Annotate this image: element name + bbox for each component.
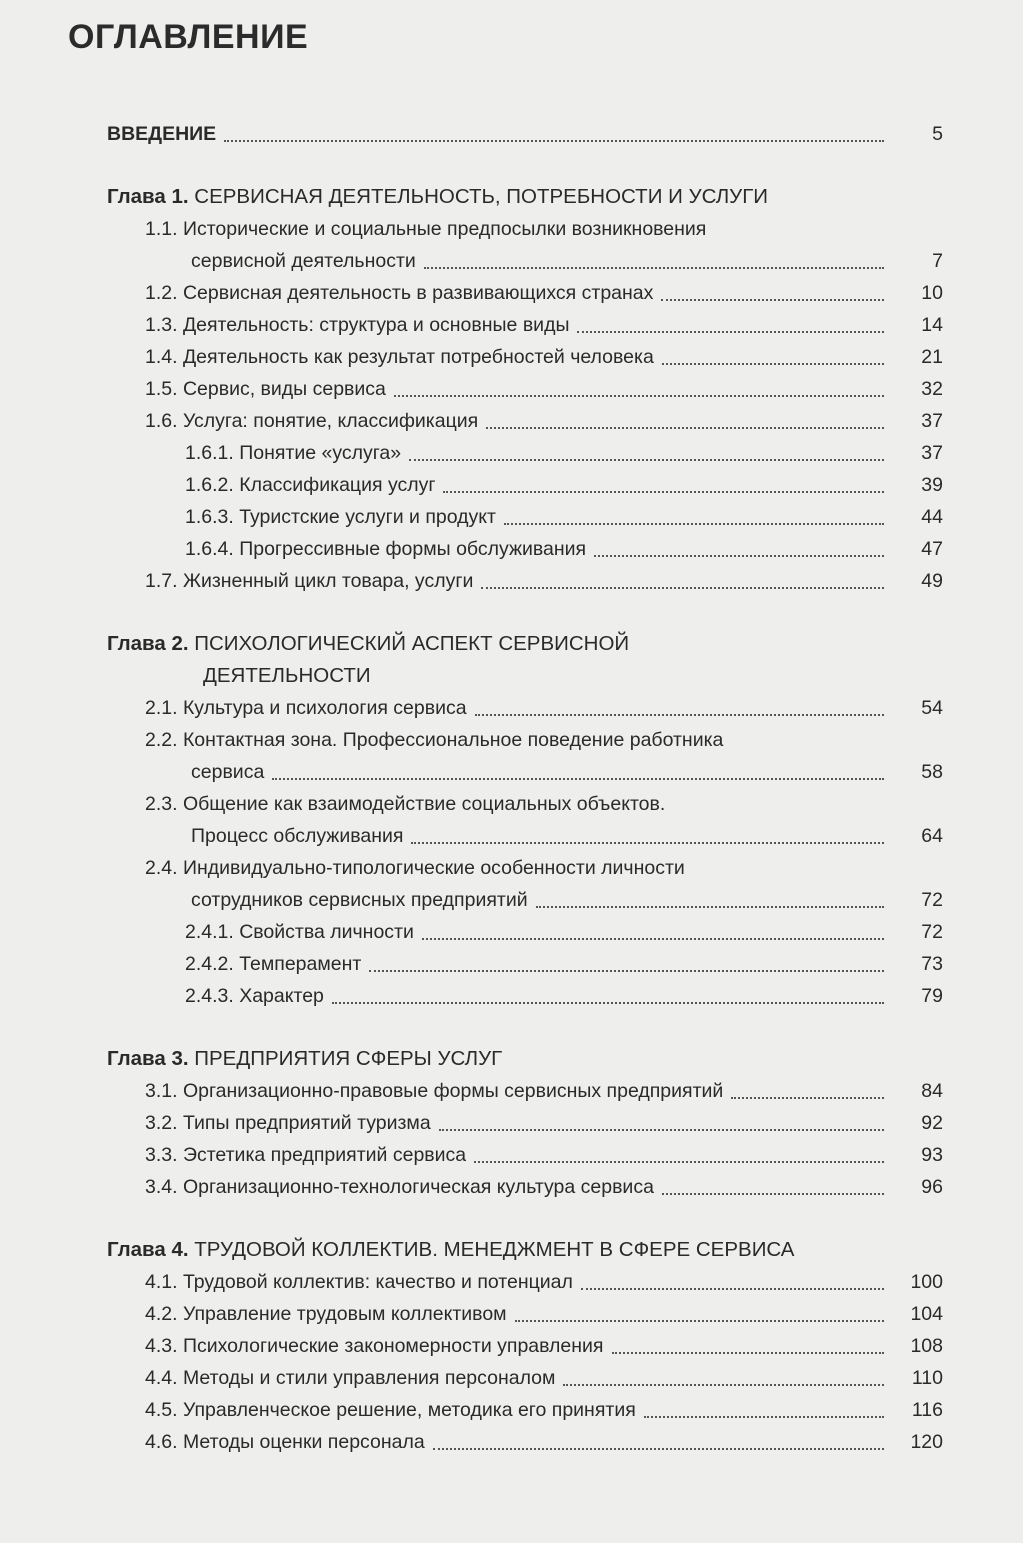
toc-entry-text: сотрудников сервисных предприятий bbox=[191, 889, 528, 911]
dot-leader bbox=[411, 842, 884, 844]
page-number: 104 bbox=[910, 1303, 943, 1325]
toc-section-row bbox=[0, 213, 1023, 245]
toc-entry-text: 1.4. Деятельность как результат потребностей человека bbox=[145, 346, 654, 368]
dot-leader bbox=[731, 1097, 884, 1099]
page-number: 10 bbox=[921, 282, 943, 304]
dot-leader bbox=[504, 523, 884, 525]
toc-section-row bbox=[0, 724, 1023, 756]
page-number: 37 bbox=[921, 442, 943, 464]
toc-section-row bbox=[0, 788, 1023, 820]
toc-section-row bbox=[0, 565, 1023, 597]
toc-entry-text: 3.1. Организационно-правовые формы сервисных предприятий bbox=[145, 1080, 724, 1102]
dot-leader bbox=[662, 363, 884, 365]
toc-section-row bbox=[0, 277, 1023, 309]
toc-section-row bbox=[0, 373, 1023, 405]
dot-leader bbox=[439, 1129, 884, 1131]
page-number: 93 bbox=[921, 1144, 943, 1166]
toc-entry-text: 3.2. Типы предприятий туризма bbox=[145, 1112, 431, 1134]
page-number: 54 bbox=[921, 697, 943, 719]
chapter-number: Глава 2. bbox=[107, 632, 189, 655]
dot-leader bbox=[563, 1384, 884, 1386]
dot-leader bbox=[369, 970, 884, 972]
chapter-heading bbox=[0, 1234, 1023, 1266]
page-number: 72 bbox=[921, 921, 943, 943]
page-number: 96 bbox=[921, 1176, 943, 1198]
toc-entry-text: 2.4.3. Характер bbox=[185, 985, 324, 1007]
page-number: 79 bbox=[921, 985, 943, 1007]
page-number: 64 bbox=[921, 825, 943, 847]
toc-entry-text: 2.3. Общение как взаимодействие социальных объектов. bbox=[145, 793, 666, 815]
dot-leader bbox=[515, 1320, 884, 1322]
page-number: 7 bbox=[932, 250, 943, 272]
chapter-number: Глава 3. bbox=[107, 1047, 189, 1070]
dot-leader bbox=[272, 778, 884, 780]
toc-section-row bbox=[0, 1107, 1023, 1139]
page-number: 21 bbox=[921, 346, 943, 368]
toc-entry-text: 1.6. Услуга: понятие, классификация bbox=[145, 410, 479, 432]
toc-entry-text: 4.5. Управленческое решение, методика его принятия bbox=[145, 1399, 636, 1421]
chapter-title: ПСИХОЛОГИЧЕСКИЙ АСПЕКТ СЕРВИСНОЙ bbox=[194, 632, 630, 655]
toc-subsection-row bbox=[0, 916, 1023, 948]
page-number: 108 bbox=[910, 1335, 943, 1357]
toc-entry-text: 3.4. Организационно-технологическая культура сервиса bbox=[145, 1176, 654, 1198]
dot-leader bbox=[424, 267, 884, 269]
dot-leader bbox=[475, 714, 884, 716]
dot-leader bbox=[662, 1193, 884, 1195]
toc-section-row bbox=[0, 692, 1023, 724]
chapter-heading-cont bbox=[0, 660, 1023, 692]
dot-leader bbox=[409, 459, 884, 461]
dot-leader bbox=[433, 1448, 884, 1450]
toc-entry-text bbox=[107, 628, 629, 660]
toc-entry-text: 4.3. Психологические закономерности управления bbox=[145, 1335, 604, 1357]
toc-section-row bbox=[0, 1171, 1023, 1203]
dot-leader bbox=[536, 906, 884, 908]
toc-entry-text: 4.1. Трудовой коллектив: качество и потенциал bbox=[145, 1271, 573, 1293]
dot-leader bbox=[594, 555, 884, 557]
toc-entry-text: 1.1. Исторические и социальные предпосылки возникновения bbox=[145, 218, 707, 240]
toc-subsection-row bbox=[0, 948, 1023, 980]
toc-entry-text: 1.6.4. Прогрессивные формы обслуживания bbox=[185, 538, 587, 560]
toc-entry-text bbox=[107, 1043, 502, 1075]
dot-leader bbox=[644, 1416, 884, 1418]
chapter-heading bbox=[0, 1043, 1023, 1075]
toc-subsection-row bbox=[0, 437, 1023, 469]
toc-section-row bbox=[0, 405, 1023, 437]
toc-entry-text bbox=[107, 1234, 794, 1266]
toc-entry-text: 2.4.2. Темперамент bbox=[185, 953, 362, 975]
chapter-title: ТРУДОВОЙ КОЛЛЕКТИВ. МЕНЕДЖМЕНТ В СФЕРЕ СЕРВИСА bbox=[194, 1238, 795, 1261]
intro-label: ВВЕДЕНИЕ bbox=[107, 123, 217, 145]
page-number: 44 bbox=[921, 506, 943, 528]
page-number: 73 bbox=[921, 953, 943, 975]
dot-leader bbox=[661, 299, 884, 301]
chapter-heading bbox=[0, 628, 1023, 660]
toc-section-row bbox=[0, 341, 1023, 373]
page-number: 5 bbox=[932, 123, 943, 145]
toc-entry-text: 1.2. Сервисная деятельность в развивающихся странах bbox=[145, 282, 654, 304]
chapter-title: ДЕЯТЕЛЬНОСТИ bbox=[203, 664, 371, 687]
toc-entry-text: 2.4. Индивидуально-типологические особенности личности bbox=[145, 857, 685, 879]
toc-entry-text: 4.4. Методы и стили управления персоналом bbox=[145, 1367, 556, 1389]
toc-entry-text: 2.4.1. Свойства личности bbox=[185, 921, 414, 943]
chapter-number: Глава 4. bbox=[107, 1238, 189, 1261]
page-title: ОГЛАВЛЕНИЕ bbox=[68, 18, 309, 56]
page-number: 84 bbox=[921, 1080, 943, 1102]
toc-subsection-row bbox=[0, 469, 1023, 501]
toc-section-row bbox=[0, 1139, 1023, 1171]
chapter-heading bbox=[0, 181, 1023, 213]
toc-section-row bbox=[0, 1362, 1023, 1394]
page-number: 116 bbox=[911, 1399, 943, 1421]
toc-entry-text: Процесс обслуживания bbox=[191, 825, 404, 847]
page-number: 120 bbox=[910, 1431, 943, 1453]
page-number: 58 bbox=[921, 761, 943, 783]
page-number: 92 bbox=[921, 1112, 943, 1134]
toc-entry-text: 2.2. Контактная зона. Профессиональное поведение работника bbox=[145, 729, 724, 751]
toc-entry-text: 1.6.1. Понятие «услуга» bbox=[185, 442, 402, 464]
toc-section-row bbox=[0, 1426, 1023, 1458]
toc-entry-text: 4.2. Управление трудовым коллективом bbox=[145, 1303, 507, 1325]
toc-section-row bbox=[0, 1075, 1023, 1107]
page-number: 47 bbox=[921, 538, 943, 560]
table-of-contents bbox=[0, 118, 1023, 1458]
page-number: 32 bbox=[921, 378, 943, 400]
toc-section-row bbox=[0, 1266, 1023, 1298]
dot-leader bbox=[332, 1002, 884, 1004]
dot-leader bbox=[443, 491, 884, 493]
page-number: 110 bbox=[911, 1367, 943, 1389]
chapter-title: ПРЕДПРИЯТИЯ СФЕРЫ УСЛУГ bbox=[194, 1047, 503, 1070]
toc-entry-text: 1.6.3. Туристские услуги и продукт bbox=[185, 506, 496, 528]
toc-subsection-row bbox=[0, 501, 1023, 533]
toc-entry-text: 1.3. Деятельность: структура и основные виды bbox=[145, 314, 570, 336]
page-number: 14 bbox=[921, 314, 943, 336]
dot-leader bbox=[394, 395, 884, 397]
dot-leader bbox=[486, 427, 884, 429]
toc-entry-text: 1.7. Жизненный цикл товара, услуги bbox=[145, 570, 474, 592]
toc-entry-text bbox=[107, 181, 768, 213]
toc-entry-text: 1.6.2. Классификация услуг bbox=[185, 474, 436, 496]
toc-entry-text: 4.6. Методы оценки персонала bbox=[145, 1431, 425, 1453]
dot-leader bbox=[612, 1352, 885, 1354]
toc-section-row bbox=[0, 1298, 1023, 1330]
toc-entry-text: 2.1. Культура и психология сервиса bbox=[145, 697, 467, 719]
dot-leader bbox=[581, 1288, 884, 1290]
toc-entry-text: 3.3. Эстетика предприятий сервиса bbox=[145, 1144, 467, 1166]
toc-section-row bbox=[0, 884, 1023, 916]
toc-entry-text: сервиса bbox=[191, 761, 265, 783]
toc-section-row bbox=[0, 245, 1023, 277]
toc-section-row bbox=[0, 1330, 1023, 1362]
dot-leader bbox=[474, 1161, 884, 1163]
toc-section-row bbox=[0, 852, 1023, 884]
dot-leader bbox=[224, 140, 884, 142]
toc-section-row bbox=[0, 820, 1023, 852]
toc-entry-text: сервисной деятельности bbox=[191, 250, 416, 272]
chapter-number: Глава 1. bbox=[107, 185, 189, 208]
toc-subsection-row bbox=[0, 533, 1023, 565]
page-number: 72 bbox=[921, 889, 943, 911]
page-number: 39 bbox=[921, 474, 943, 496]
dot-leader bbox=[481, 587, 884, 589]
toc-subsection-row bbox=[0, 980, 1023, 1012]
toc-section-row bbox=[0, 756, 1023, 788]
dot-leader bbox=[577, 331, 884, 333]
page-number: 37 bbox=[921, 410, 943, 432]
toc-section-row bbox=[0, 1394, 1023, 1426]
toc-entry-text: 1.5. Сервис, виды сервиса bbox=[145, 378, 386, 400]
page-number: 49 bbox=[921, 570, 943, 592]
page-number: 100 bbox=[910, 1271, 943, 1293]
dot-leader bbox=[422, 938, 884, 940]
toc-section-row bbox=[0, 309, 1023, 341]
chapter-title: СЕРВИСНАЯ ДЕЯТЕЛЬНОСТЬ, ПОТРЕБНОСТИ И УСЛУГИ bbox=[194, 185, 769, 208]
toc-intro-row bbox=[0, 118, 1023, 150]
